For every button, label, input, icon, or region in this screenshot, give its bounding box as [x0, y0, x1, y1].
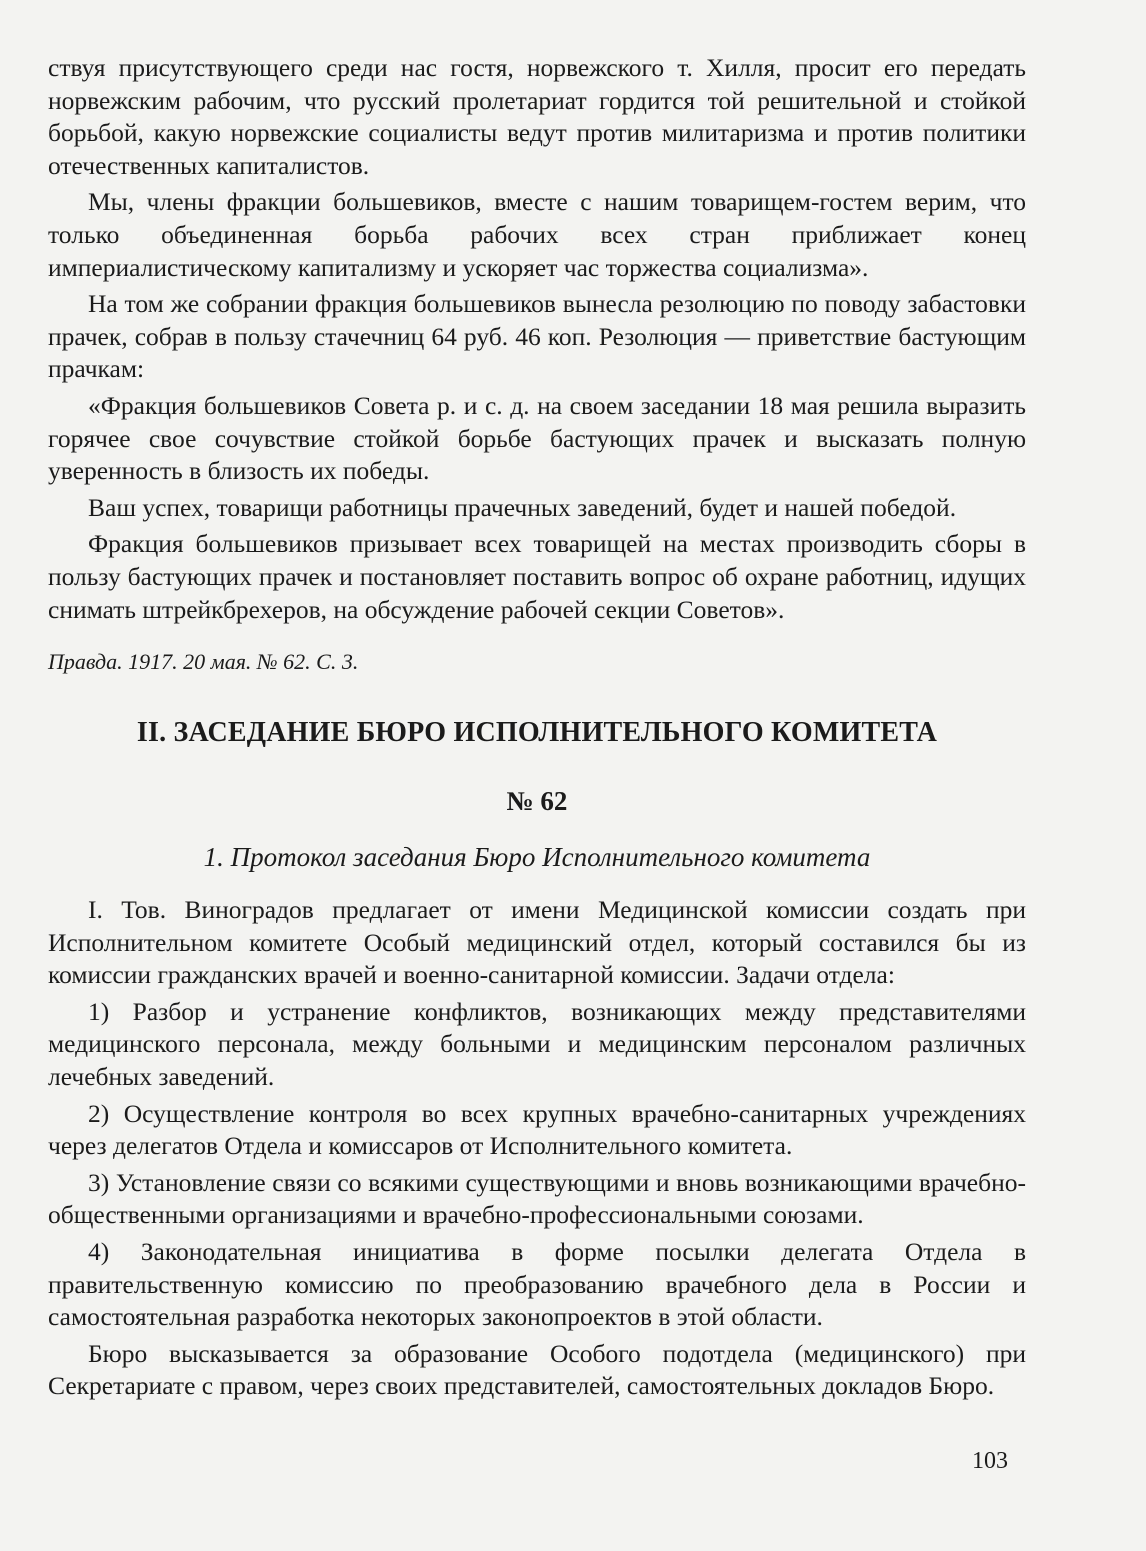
document-page	[48, 52, 1026, 1403]
document-number: № 62	[506, 786, 568, 817]
page-number: 103	[972, 1448, 1008, 1474]
task-item-3: 3) Установление связи со всякими существующими и вновь возникающими врачебно-общественными организациями и врачебно-профессиональными союзами.	[48, 1167, 1026, 1230]
protocol-subtitle: 1. Протокол заседания Бюро Исполнительного комитета	[203, 842, 871, 873]
paragraph-your-success: Ваш успех, товарищи работницы прачечных заведений, будет и нашей победой.	[88, 492, 957, 522]
paragraph-faction-call: Фракция большевиков призывает всех товарищей на местах производить сборы в пользу бастующих прачек и постановляет поставить вопрос об охране работниц, идущих снимать штрейкбрехеров, на обсуждение рабочей секции Советов».	[48, 529, 1026, 624]
protocol-body	[48, 894, 1026, 1403]
paragraph-resolution-quote: «Фракция большевиков Совета р. и с. д. на своем заседании 18 мая решила выразить горячее свое сочувствие стойкой борьбе бастующих прачек и высказать полную уверенность в близость их победы.	[48, 390, 1026, 486]
task-item-2: 2) Осуществление контроля во всех крупных врачебно-санитарных учреждениях через делегатов Отдела и комиссаров от Исполнительного комитета.	[48, 1098, 1026, 1161]
paragraph-faction-belief: Мы, члены фракции большевиков, вместе с нашим товарищем-гостем верим, что только объединенная борьба рабочих всех стран приближает конец империалистическому капитализму и ускоряет час торжества социализма».	[48, 187, 1026, 282]
task-item-4: 4) Законодательная инициатива в форме посылки делегата Отдела в правительственную комиссию по преобразованию врачебного дела в России и самостоятельная разработка некоторых законопроектов в этой области.	[48, 1237, 1026, 1332]
paragraph-laundress-strike: На том же собрании фракция большевиков вынесла резолюцию по поводу забастовки прачек, собрав в пользу стачечниц 64 руб. 46 коп. Резолюция — приветствие бастующим прачкам:	[48, 289, 1026, 384]
task-item-1: 1) Разбор и устранение конфликтов, возникающих между представителями медицинского персонала, между больными и медицинским персоналом различных лечебных заведений.	[48, 996, 1026, 1092]
source-citation: Правда. 1917. 20 мая. № 62. С. 3.	[48, 649, 359, 675]
section-title: II. ЗАСЕДАНИЕ БЮРО ИСПОЛНИТЕЛЬНОГО КОМИТЕТА	[136, 717, 938, 749]
paragraph-proposal: I. Тов. Виноградов предлагает от имени Медицинской комиссии создать при Исполнительном комитете Особый медицинский отдел, который составился бы из комиссии гражданских врачей и военно-санитарной комиссии. Задачи отдела:	[48, 895, 1026, 990]
paragraph-bureau-decision: Бюро высказывается за образование Особого подотдела (медицинского) при Секретариате с правом, через своих представителей, самостоятельных докладов Бюро.	[48, 1338, 1026, 1401]
paragraph-continuation: ствуя присутствующего среди нас гостя, норвежского т. Хилля, просит его передать норвежским рабочим, что русский пролетариат гордится той решительной и стойкой борьбой, какую норвежские социалисты ведут против милитаризма и против политики отечественных капиталистов.	[48, 53, 1026, 180]
